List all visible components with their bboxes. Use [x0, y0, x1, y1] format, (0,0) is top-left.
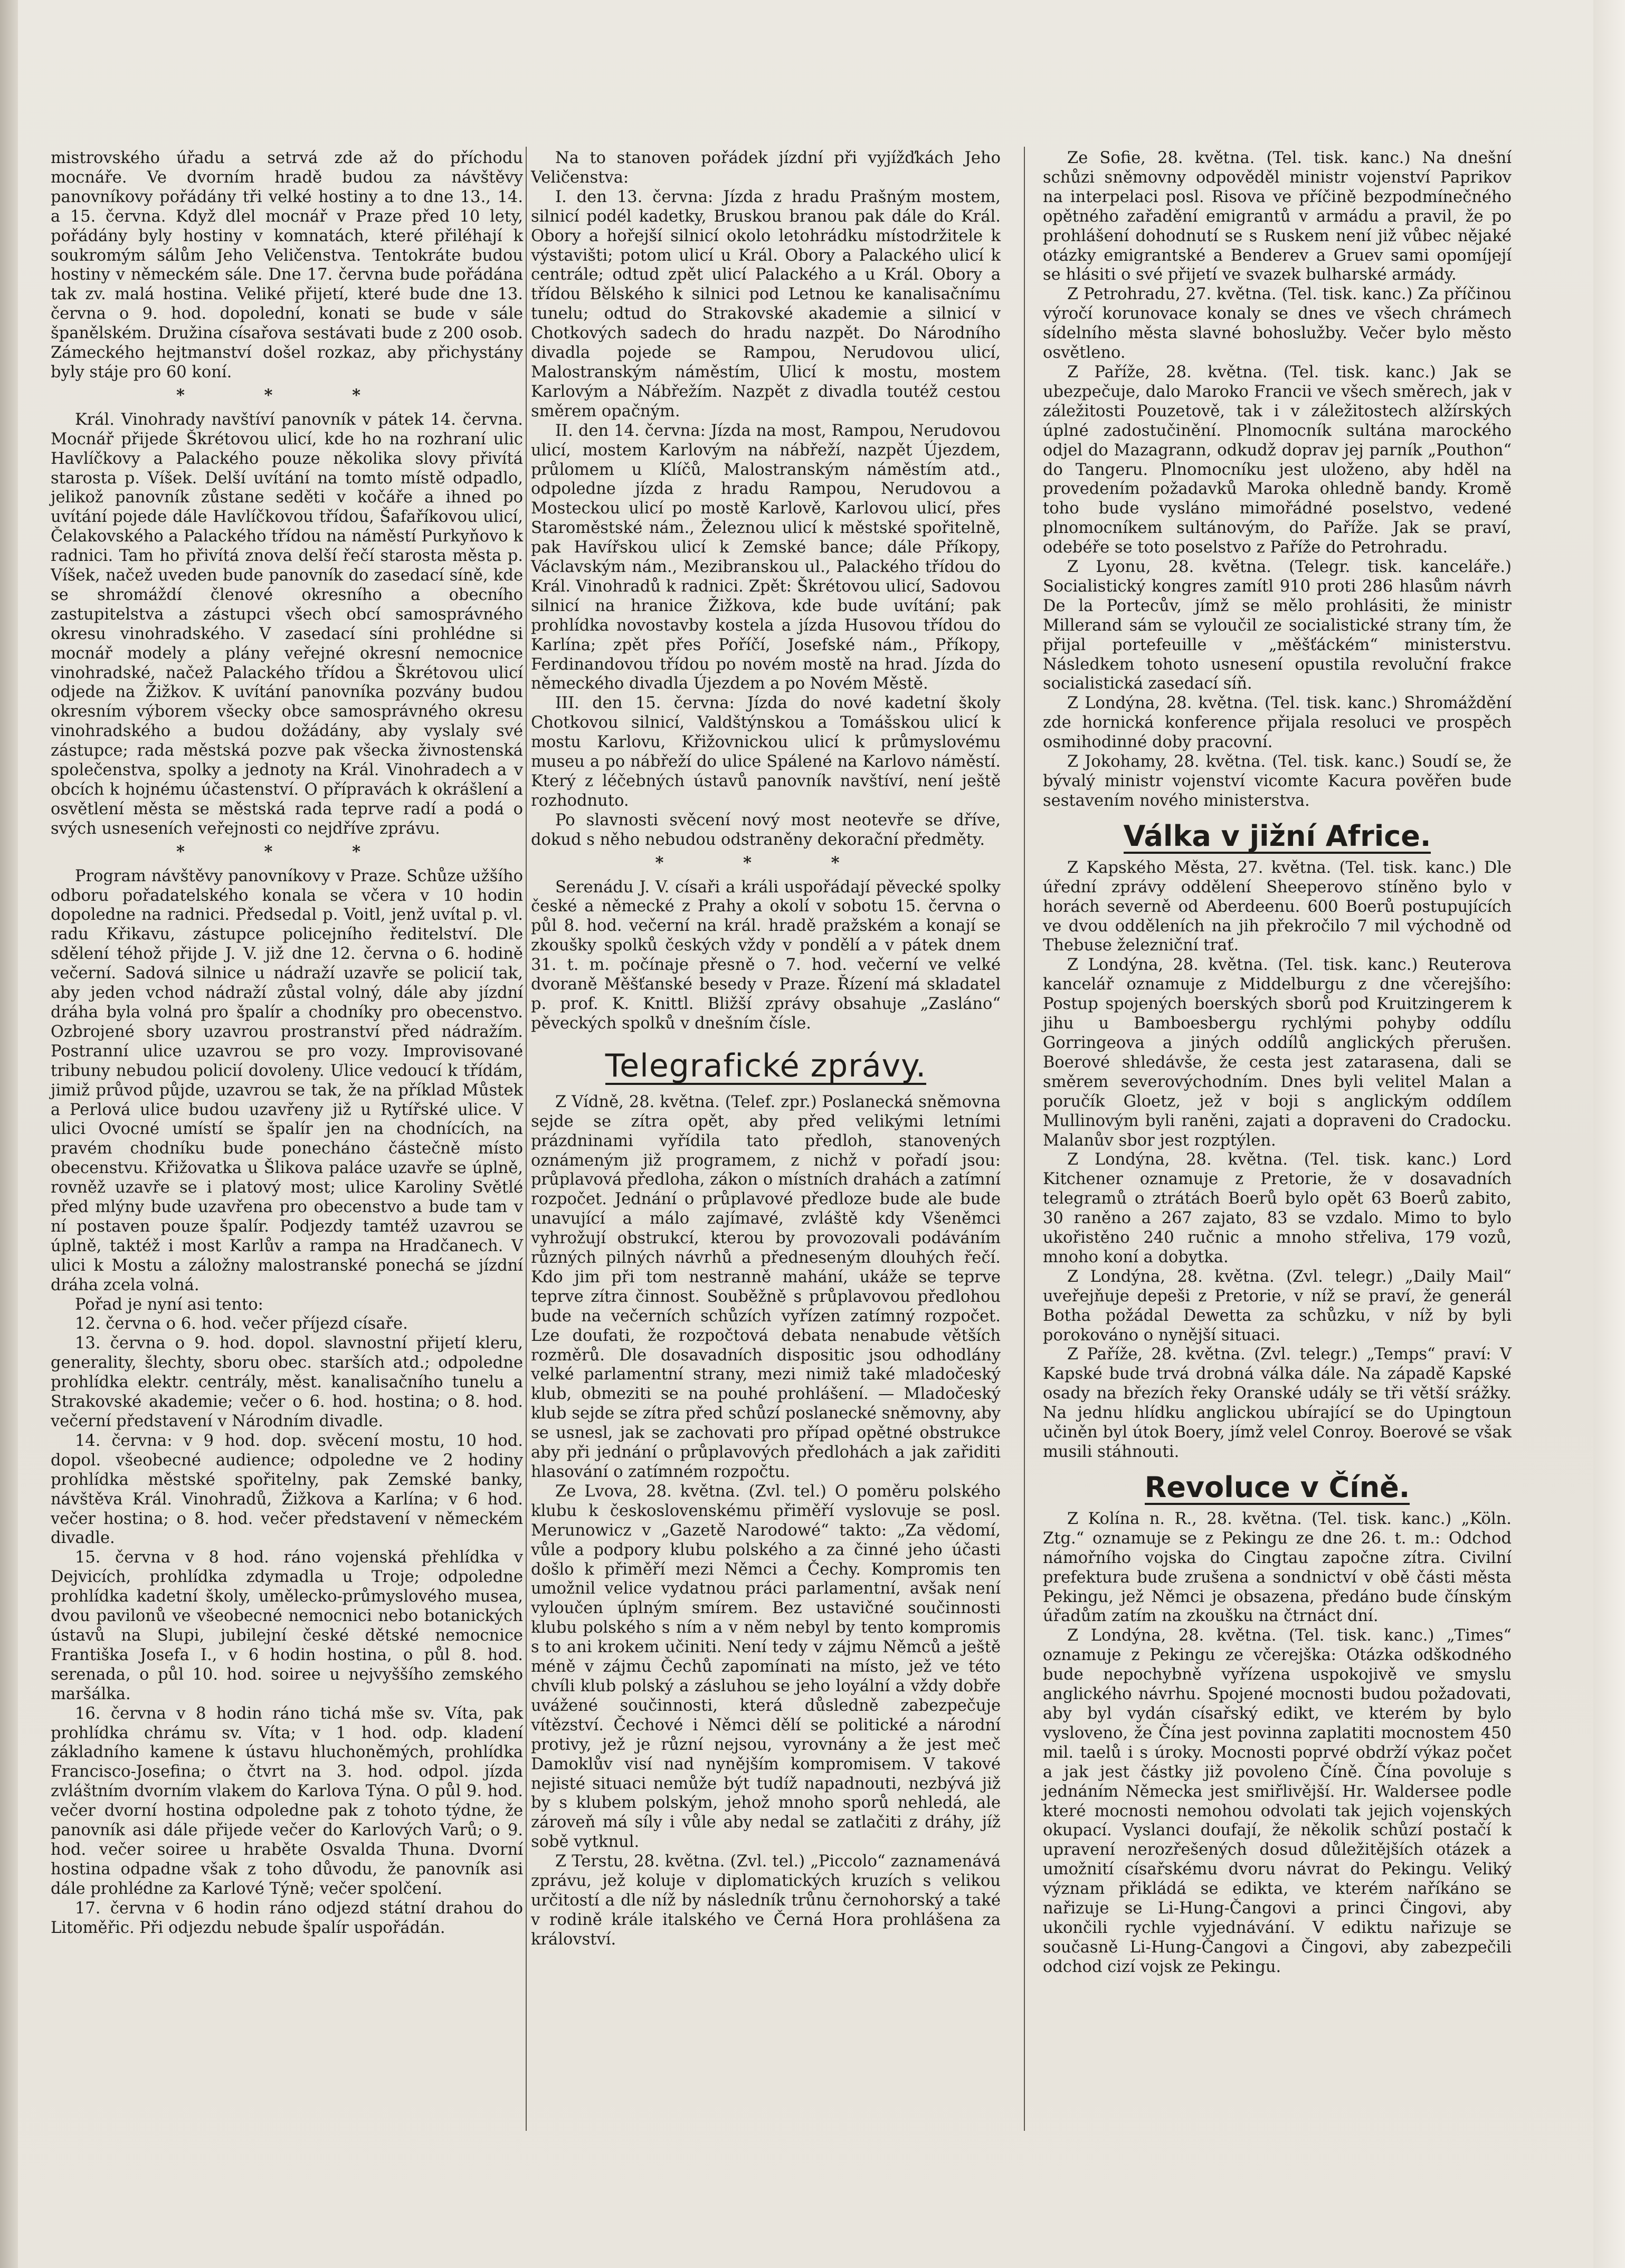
paragraph: 15. června v 8 hod. ráno vojenská přehlídka v Dejvicích, prohlídka zdymadla u Troje; odpoledne prohlídka kadetní školy, umělecko-průmyslového musea, dvou pavilonů ve všeobecné nemocnici nebo botanických ústavů na Slupi, jubilejní české dětské nemocnice Františka Josefa I., v 6 hodin hostina, o půl 8. hod. serenada, o půl 10. hod. soiree u nejvyššího zemského maršálka.	[51, 1548, 523, 1703]
paragraph: Z Londýna, 28. května. (Zvl. telegr.) „Daily Mail“ uveřejňuje depeši z Pretorie, v níž se praví, že generál Botha požádal Dewettа za schůzku, v níž by byli porokováno o nynější situaci.	[1043, 1267, 1512, 1345]
heading-telegraf	[531, 1045, 1001, 1087]
paragraph: Na to stanoven pořádek jízdní při vyjížďkách Jeho Veličenstva:	[531, 149, 1001, 187]
paragraph: 13. června o 9. hod. dopol. slavnostní přijetí kleru, generality, šlechty, sboru obec. starších atd.; odpoledne prohlídka elektr. centrály, měst. kanalisačního tunelu a Strakovské akademie; večer o 6. hod. hostina; o 8. hod. večerní představení v Národním divadle.	[51, 1334, 523, 1431]
column-1	[51, 149, 523, 1938]
column-3	[1043, 149, 1512, 1977]
paragraph: I. den 13. června: Jízda z hradu Prašným mostem, silnicí podél kadetky, Bruskou branou pak dále do Král. Obory a hořejší silnicí okolo letohrádku místodržitele k výstavišti; potom ulicí u Král. Obory a Palackého ulicí k centrále; odtud zpět ulicí Palackého a u Král. Obory a třídou Bělského k silnici pod Letnou ke kanalisačnímu tunelu; odtud do Strakovské akademie a silnicí v Chotkových sadech do hradu nazpět. Do Národního divadla pojede se Rampou, Nerudovou ulicí, Malostranským náměstím, Ulicí k mostu, mostem Karlovým a Nábřežím. Nazpět z divadla toutéž cestou směrem opačným.	[531, 187, 1001, 421]
section-separator: * * *	[655, 853, 877, 872]
paragraph: Ze Lvova, 28. května. (Zvl. tel.) O poměru polského klubu k československému přiměří vyslovuje se posl. Merunowicz v „Gazetě Narodowé“ takto: „Za vědomí, vůle a podpory klubu polského a za činné jeho účasti došlo k přiměří mezi Němci a Čechy. Kompromis ten umožnil velice vydatnou práci parlamentní, avšak není vyloučen úplným smírem. Bez ustavičné součinnosti klubu polského s ním a v něm nebyl by tento kompromis s to ani krokem učiniti. Není tedy v zájmu Němců a ještě méně v zájmu Čechů zapomínati na místo, jež ve této chvíli klub polský a zásluhou se jeho loyální a vždy dobře uvážené součinnosti, která důsledně zabezpečuje vítězství. Čechové i Němci dělí se politické a národní protivy, jež je různí nejsou, vyrovnány a že jest meč Damoklův visí nad nynějším kompromisem. V takové nejisté situaci nemůže být tudíž napadnouti, nezbývá již by s klubem polským, jehož mnoho sporů nehledá, ale zároveň má síly i vůle aby nedal se zatlačiti z dráhy, jíž sobě vytknul.	[531, 1482, 1001, 1852]
paragraph: 17. června v 6 hodin ráno odjezd státní drahou do Litoměřic. Při odjezdu nebude špalír uspořádán.	[51, 1899, 523, 1937]
paragraph: mistrovského úřadu a setrvá zde až do příchodu mocnáře. Ve dvorním hradě budou za návštěvy panovníkovy pořádány tři velké hostiny a to dne 13., 14. a 15. června. Když dlel mocnář v Praze před 10 lety, pořádány byly hostiny v komnatách, které přiléhají k soukromým sálům Jeho Veličenstva. Tentokráte budou hostiny v německém sále. Dne 17. června bude pořádána tak zv. malá hostina. Veliké přijetí, které bude dne 13. června o 9. hod. dopolední, konati se bude v sále španělském. Družina císařova sestávati bude z 200 osob. Zámeckého hejtmanství došel rozkaz, aby přichystány byly stáje pro 60 koní.	[51, 149, 523, 382]
paragraph: Z Londýna, 28. května. (Tel. tisk. kanc.) Reuterova kancelář oznamuje z Middelburgu z dne včerejšího: Postup spojených boerských sborů pod Kruitzingerem k jihu u Bamboesbergu rychlými pohyby oddílu Gorringeova a jiných oddílů anglických přerušen. Boerové shledávše, že cesta jest zatarasena, dali se směrem severovýchodním. Dnes byli velitel Malan a poručík Gloetz, jež v boji s anglickým oddílem Mullinovým byli raněni, zajati a dopraveni do Cradocku. Malanův sbor jest rozptýlen.	[1043, 956, 1512, 1150]
paragraph: Pořad je nyní asi tento:	[75, 1295, 263, 1314]
paragraph: Z Lyonu, 28. května. (Telegr. tisk. kanceláře.) Socialistický kongres zamítl 910 proti 286 hlasům návrh De la Portecův, jímž se mělo prohlásiti, že ministr Millerand sám se vyloučil ze socialistické strany tím, že přijal portefeuille v „měšťáckém“ ministerstvu. Následkem tohoto usnesení opustila revoluční frakce socialistická zasedací síň.	[1043, 558, 1512, 693]
paragraph: Z Kapského Města, 27. května. (Tel. tisk. kanc.) Dle úřední zprávy oddělení Sheeperovo stíněno bylo v horách severně od Aberdeenu. 600 Boerů postupujících ve dvou odděleních na jih překročilo 7 mil východně od Thebuse železniční trať.	[1043, 858, 1512, 955]
paragraph: 16. června v 8 hodin ráno tichá mše sv. Víta, pak prohlídka chrámu sv. Víta; v 1 hod. odp. kladení základního kamene k ústavu hluchoněmých, prohlídka Francisco-Josefina; o čtvrt na 3. hod. odpol. jízda zvláštním dvorním vlakem do Karlova Týna. O půl 9. hod. večer dvorní hostina odpoledne pak z tohoto týdne, že panovník asi dále přijede večer do Karlových Varů; o 9. hod. večer soiree u hraběte Osvalda Thuna. Dvorní hostina odpadne však z toho důvodu, že panovník asi dále prohlédne za Karlové Týně; večer spolčení.	[51, 1704, 523, 1898]
heading-china	[1043, 1469, 1512, 1507]
column-2	[531, 149, 1001, 1950]
paragraph: II. den 14. června: Jízda na most, Rampou, Nerudovou ulicí, mostem Karlovým na nábřeží, nazpět Újezdem, průlomem u Klíčů, Malostranským náměstím atd., odpoledne jízda z hradu Rampou, Nerudovou a Mosteckou ulicí po mostě Karlově, Karlovou ulicí, přes Staroměstské nám., Železnou ulicí k městské spořitelně, pak Havířskou ulicí k Zemské bance; dále Příkopy, Václavským nám., Mezibranskou ul., Palackého třídou do Král. Vinohradů k radnici. Zpět: Škrétovou ulicí, Sadovou silnicí na hranice Žižkova, kde bude uvítání; pak prohlídka novostavby kostela a jízda Husovou třídou do Karlína; zpět přes Poříčí, Josefské nám., Příkopy, Ferdinandovou třídou po novém mostě na hrad. Jízda do německého divadla Újezdem a po Novém Městě.	[531, 421, 1001, 693]
section-separator: * * *	[176, 842, 398, 861]
heading-china-text: Revoluce v Číně.	[1144, 1470, 1410, 1504]
page-left-edge	[0, 0, 18, 2268]
paragraph: Z Jokohamy, 28. května. (Tel. tisk. kanc.) Soudí se, že bývalý ministr vojenství vicomte Kacura pověřen bude sestavením nového ministerstva.	[1043, 752, 1512, 810]
paragraph: III. den 15. června: Jízda do nové kadetní školy Chotkovou silnicí, Valdštýnskou a Tomášskou ulicí k mostu Karlovu, Křižovnickou ulicí k průmyslovému museu a po nábřeží do ulice Spálené na Karlovo náměstí. Který z léčebných ústavů panovník navštíví, není ještě rozhodnuto.	[531, 694, 1001, 810]
page-right-edge	[1593, 0, 1625, 2268]
paragraph: Po slavnosti svěcení nový most neotevře se dříve, dokud s něho nebudou odstraněny dekorační předměty.	[531, 811, 1001, 849]
paragraph: Z Paříže, 28. května. (Tel. tisk. kanc.) Jak se ubezpečuje, dalo Maroko Francii ve všech směrech, jak v záležitosti Pouzetově, tak i v záležitostech alžírských úplné zadostučinění. Plnomocník sultána marockého odjel do Mazagrann, odkudž doprav jej parník „Pouthon“ do Tangeru. Plnomocníku jest uloženo, aby hděl na provedením požadavků Maroka ohledně bandy. Kromě toho bude vysláno mimořádné poselstvo, vedené plnomocníkem sultánovým, do Paříže. Jak se praví, odebéře se toto poselstvo z Paříže do Petrohradu.	[1043, 363, 1512, 557]
paragraph: Z Kolína n. R., 28. května. (Tel. tisk. kanc.) „Köln. Ztg.“ oznamuje se z Pekingu ze dne 26. t. m.: Odchod námořního vojska do Cingtau započne zítra. Civilní prefektura bude zrušena a sondnictví v obě části města Pekingu, jež Němci je obsazena, předáno bude čínským úřadům zatím na zkoušku na čtrnáct dní.	[1043, 1509, 1512, 1626]
paragraph: Z Vídně, 28. května. (Telef. zpr.) Poslanecká sněmovna sejde se zítra opět, aby před velikými letními prázdninami vyřídila tato předloh, stanovených oznámeným již programem, z nichž v pořadí jsou: průplavová předloha, zákon o místních drahách a zatímní rozpočet. Jednání o průplavové předloze bude ale bude unavující a málo zajímavé, zvláště kdy Všeněmci vyhrožují obstrukcí, kterou by provozovali podáváním různých pilných návrhů a předneseným dlouhých řečí. Kdo jim při tom nestranně mahání, ukáže se teprve teprve zítra činnost. Souběžně s průplavovou předlohou bude na večerních schůzích vyřízen zatímný rozpočet. Lze doufati, že rozpočtová debata nenabude větších rozměrů. Dle dosavadních dispositic jsou odhodlány velké parlamentní strany, mezi nimiž také mladočeský klub, obmeziti se na pouhé prohlášení. — Mladočeský klub sejde se zítra před schůzí poslanecké sněmovny, aby se usnesl, jak se zachovati pro případ opětné obstrukce aby při jednání o průplavových předlohách a jak zařiditi hlasování o zatímném rozpočtu.	[531, 1092, 1001, 1481]
paragraph: Z Petrohradu, 27. května. (Tel. tisk. kanc.) Za příčinou výročí korunovace konaly se dnes ve všech chrámech sídelního města slavné bohoslužby. Večer bylo město osvětleno.	[1043, 285, 1512, 363]
heading-south-africa-text: Válka v jižní Africe.	[1123, 819, 1431, 853]
paragraph: Z Londýna, 28. května. (Tel. tisk. kanc.) Lord Kitchener oznamuje z Pretorie, že v dosavadních telegramů o ztrátách Boerů bylo opět 63 Boerů zabito, 30 raněno a 267 zajato, 83 se vzdalo. Mimo to bylo ukořistěno 240 ručnic a mnoho střeliva, 179 vozů, mnoho koní a dobytka.	[1043, 1150, 1512, 1266]
heading-south-africa	[1043, 817, 1512, 855]
column-divider	[526, 147, 527, 2131]
column-divider	[1024, 147, 1025, 2131]
paragraph: 14. června: v 9 hod. dop. svěcení mostu, 10 hod. dopol. všeobecné audience; odpoledne ve 2 hodiny prohlídka městské spořitelny, pak Zemské banky, návštěva Král. Vinohradů, Žižkova a Karlína; v 6 hod. večer hostina; o 8. hod. večer představení v německém divadle.	[51, 1431, 523, 1548]
paragraph: Král. Vinohrady navštíví panovník v pátek 14. června. Mocnář přijede Škrétovou ulicí, kde ho na rozhraní ulic Havlíčkovy a Palackého pouze několika slovy přivítá starosta p. Víšek. Delší uvítání na tomto místě odpadlo, jelikož panovník zůstane seděti v kočáře a ihned po uvítání pojede dále Havlíčkovou třídou, Šafaříkovou ulicí, Čelakovského a Palackého třídou na náměstí Purkyňovo k radnici. Tam ho přivítá znova delší řečí starosta města p. Víšek, načež uveden bude panovník do zasedací síně, kde se shromáždí členové okresního a obecního zastupitelstva a zástupci všech obcí samosprávného okresu vinohradského. V zasedací síni prohlédne si mocnář modely a plány veřejné okresní nemocnice vinohradské, načež Palackého třídou a Škrétovou ulicí odjede na Žižkov. K uvítání panovníka pozvány budou okresním výborem všecky obce samosprávného okresu vinohradského a budou dožádány, aby vyslaly své zástupce; rada městská pozve pak všecka živnostenská společenstva, spolky a jednoty na Král. Vinohradech a v obcích k hojnému účastenství. O přípravách k okrášlení a osvětlení města se městská rada teprve radí a podá o svých usneseních veřejnosti co nejdříve zprávu.	[51, 410, 523, 838]
section-separator: * * *	[176, 385, 398, 405]
paragraph: Ze Sofie, 28. května. (Tel. tisk. kanc.) Na dnešní schůzi sněmovny odpověděl ministr vojenství Paprikov na interpelaci posl. Risova ve příčině bezpodmínečného opětného zařadění emigrantů v armádu a pravil, že po prohlášení dohodnutí se s Ruskem není již vůbec nějaké otázky emigrantské a Benderev a Gruev sami opomíjejí se hlásiti o své přijetí ve svazek bulharské armády.	[1043, 149, 1512, 284]
paragraph: 12. června o 6. hod. večer příjezd císaře.	[75, 1314, 408, 1333]
paragraph: Serenádu J. V. císaři a králi uspořádají pěvecké spolky české a německé z Prahy a okolí v sobotu 15. června o půl 8. hod. večerní na král. hradě pražském a konají se zkoušky spolků českých vždy v pondělí a v pátek dnem 31. t. m. počínaje přesně o 7. hod. večerní ve velké dvoraně Měšťanské besedy v Praze. Řízení má skladatel p. prof. K. Knittl. Bližší zprávy obsahuje „Zasláno“ pěveckých spolků v dnešním čísle.	[531, 878, 1001, 1033]
paragraph: Z Londýna, 28. května. (Tel. tisk. kanc.) Shromáždění zde hornická konference přijala resoluci ve prospěch osmihodinné doby pracovní.	[1043, 694, 1512, 752]
paragraph: Z Terstu, 28. května. (Zvl. tel.) „Piccolo“ zaznamenává zprávu, jež koluje v diplomatických kruzích s velikou určitostí a dle níž by následník trůnu černohorský a také v rodině krále italského ve Černá Hora prohlášena za království.	[531, 1852, 1001, 1949]
paragraph: Z Paříže, 28. května. (Zvl. telegr.) „Temps“ praví: V Kapské bude trvá drobná válka dále. Na západě Kapské osady na březích řeky Oranské udály se tři větší srážky. Na jednu hlídku anglickou ubírající se do Upingtoun učiněn byl útok Boery, jímž velel Conroy. Boerové se však musili stáhnouti.	[1043, 1345, 1512, 1461]
heading-telegraf-text: Telegrafické zprávy.	[605, 1047, 927, 1084]
paragraph: Program návštěvy panovníkovy v Praze. Schůze užšího odboru pořadatelského konala se včera v 10 hodin dopoledne na radnici. Předsedal p. Voitl, jenž uvítal p. vl. radu Křikavu, zástupce policejního ředitelství. Dle sdělení téhož přijde J. V. již dne 12. června o 6. hodině večerní. Sadová silnice u nádraží uzavře se policií tak, aby jeden vchod nádraží zůstal volný, dále aby jízdní dráha byla volná pro špalír a chodníky pro obecenstvo. Ozbrojené sbory uzavrou prostranství před nádražím. Postranní ulice uzavrou se pro vozy. Improvisované tribuny nebudou policií dovoleny. Ulice vedoucí k třídám, jimiž průvod půjde, uzavrou se tak, že na příklad Můstek a Perlová ulice budou uzavřeny již u Rytířské ulice. V ulici Ovocné umístí se špalír jen na chodnících, na pravém chodníku bude ponecháno částečně místo obecenstvu. Křižovatka u Šlikova paláce uzavře se úplně, rovněž uzavře se i platový most; ulice Karoliny Světlé před mlýny bude uzavřena pro obecenstvo a bude tam v ní postaven pouze špalír. Podjezdy tamtéž uzavrou se úplně, taktéž i most Karlův a rampa na Hradčanech. V ulici k Mostu a záložny malostranské ponechá se jízdní dráha zcela volná.	[51, 866, 523, 1294]
paragraph: Z Londýna, 28. května. (Tel. tisk. kanc.) „Times“ oznamuje z Pekingu ze včerejška: Otázka odškodného bude nepochybně vyřízena uspokojivě ve smyslu anglického návrhu. Spojené mocnosti budou požadovati, aby byl vydán císařský edikt, ve kterém by bylo vysloveno, že Čína jest povinna zaplatiti mocnostem 450 mil. taelů i s úroky. Mocnosti poprvé obdrží výkaz počet a jak jest částky již povoleno Číně. Čína povoluje s jednáním Německa jest smiřlivější. Hr. Waldersee podle které mocnosti nemohou odvolati tak jejich vojenských okupací. Vyslanci doufají, že několik schůzí postačí k upravení nerozřešených dosud důležitějších otázek a umožnití císařskému dvoru návrat do Pekingu. Veliký význam přikládá se edikta, ve kterém naříkáno se nařizuje se Li-Hung-Čangovi a princi Čingovi, aby ukončili rychle vyjednávání. V ediktu nařizuje se současně Li-Hung-Čangovi a Čingovi, aby zabezpečili odchod cizí vojsk ze Pekingu.	[1043, 1626, 1512, 1976]
